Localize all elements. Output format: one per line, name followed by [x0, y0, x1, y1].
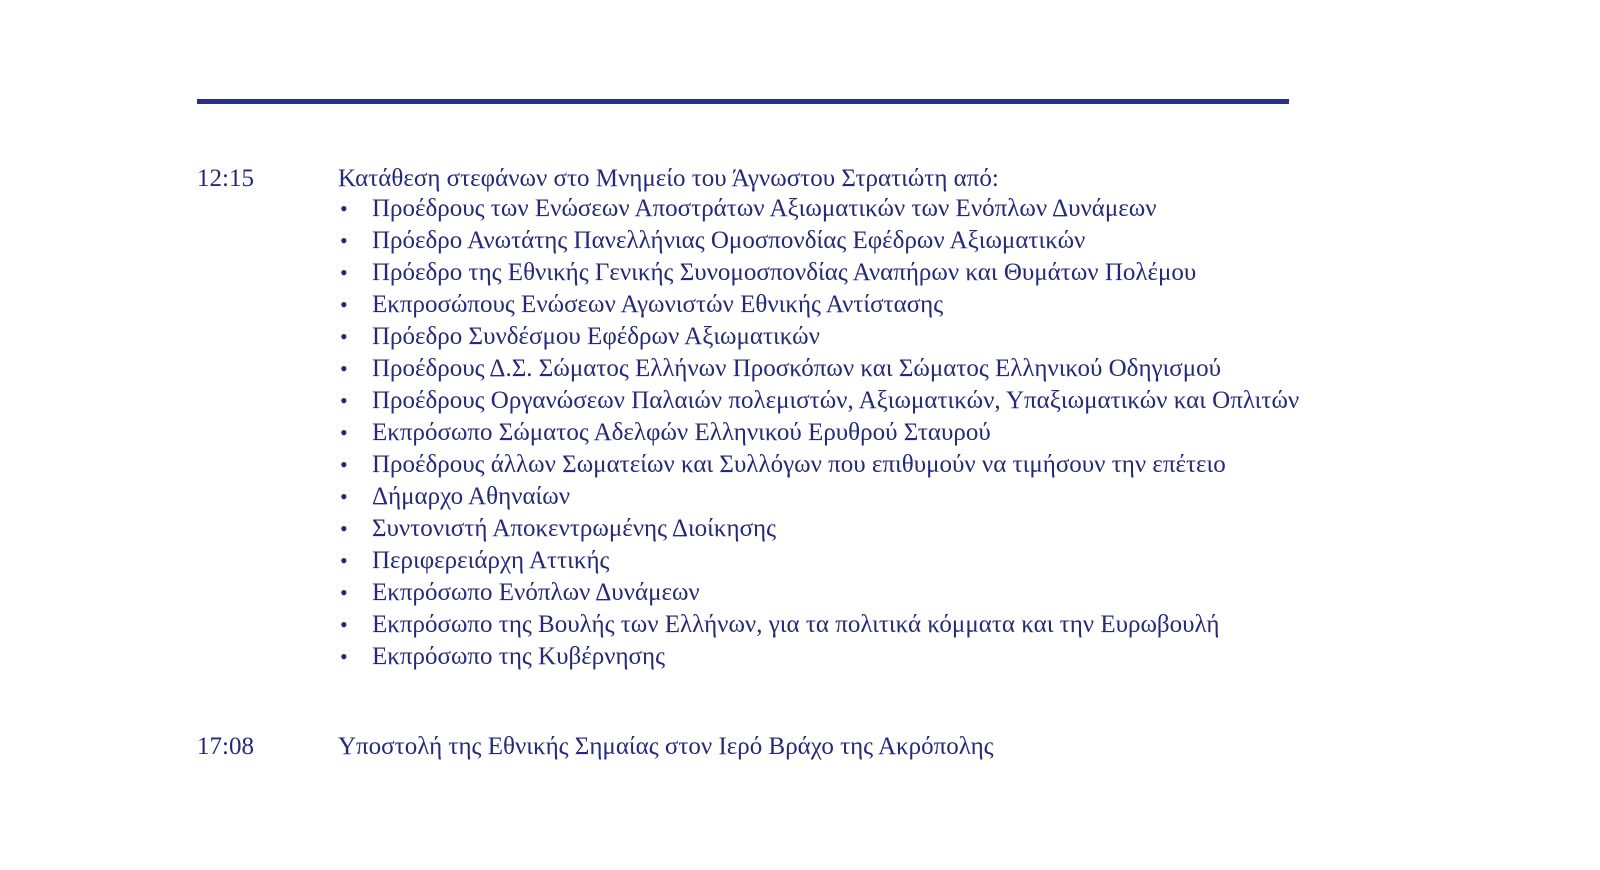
- list-item: • Δήμαρχο Αθηναίων: [340, 483, 571, 510]
- list-item: • Πρόεδρο Συνδέσμου Εφέδρων Αξιωματικών: [340, 323, 820, 350]
- bullet-icon: •: [340, 580, 348, 605]
- list-item: • Προέδρους άλλων Σωματείων και Συλλόγων που επιθυμούν να τιμήσουν την επέτειο: [340, 451, 1226, 478]
- header-rule: [197, 99, 1289, 104]
- list-item: • Εκπρόσωπο Ενόπλων Δυνάμεων: [340, 579, 700, 606]
- bullet-icon: •: [340, 484, 348, 509]
- list-item: • Εκπρόσωπο Σώματος Αδελφών Ελληνικού Ερυθρού Σταυρού: [340, 419, 991, 446]
- bullet-icon: •: [340, 452, 348, 477]
- bullet-icon: •: [340, 644, 348, 669]
- list-item: • Πρόεδρο Ανωτάτης Πανελλήνιας Ομοσπονδίας Εφέδρων Αξιωματικών: [340, 227, 1086, 254]
- list-item: • Εκπρόσωπο της Βουλής των Ελλήνων, για τα πολιτικά κόμματα και την Ευρωβουλή: [340, 611, 1220, 638]
- bullet-icon: •: [340, 612, 348, 637]
- list-item: • Προέδρους των Ενώσεων Αποστράτων Αξιωματικών των Ενόπλων Δυνάμεων: [340, 195, 1157, 222]
- bullet-icon: •: [340, 356, 348, 381]
- entry-title: Κατάθεση στεφάνων στο Μνημείο του Άγνωστου Στρατιώτη από:: [338, 165, 999, 192]
- list-item: • Εκπρόσωπο της Κυβέρνησης: [340, 643, 665, 670]
- bullet-icon: •: [340, 324, 348, 349]
- wreath-laying-list: [338, 196, 1398, 676]
- bullet-icon: •: [340, 292, 348, 317]
- list-item: • Προέδρους Δ.Σ. Σώματος Ελλήνων Προσκόπων και Σώματος Ελληνικού Οδηγισμού: [340, 355, 1222, 382]
- bullet-icon: •: [340, 548, 348, 573]
- bullet-icon: •: [340, 260, 348, 285]
- list-item: • Περιφερειάρχη Αττικής: [340, 547, 610, 574]
- list-item: • Πρόεδρο της Εθνικής Γενικής Συνομοσπονδίας Αναπήρων και Θυμάτων Πολέμου: [340, 259, 1197, 286]
- entry-time: 12:15: [197, 165, 254, 192]
- bullet-icon: •: [340, 516, 348, 541]
- entry-time: 17:08: [197, 733, 254, 760]
- bullet-icon: •: [340, 388, 348, 413]
- bullet-icon: •: [340, 420, 348, 445]
- list-item: • Προέδρους Οργανώσεων Παλαιών πολεμιστών, Αξιωματικών, Υπαξιωματικών και Οπλιτών: [340, 387, 1300, 414]
- entry-title: Υποστολή της Εθνικής Σημαίας στον Ιερό Βράχο της Ακρόπολης: [338, 733, 994, 760]
- bullet-icon: •: [340, 196, 348, 221]
- bullet-icon: •: [340, 228, 348, 253]
- list-item: • Εκπροσώπους Ενώσεων Αγωνιστών Εθνικής Αντίστασης: [340, 291, 944, 318]
- list-item: • Συντονιστή Αποκεντρωμένης Διοίκησης: [340, 515, 777, 542]
